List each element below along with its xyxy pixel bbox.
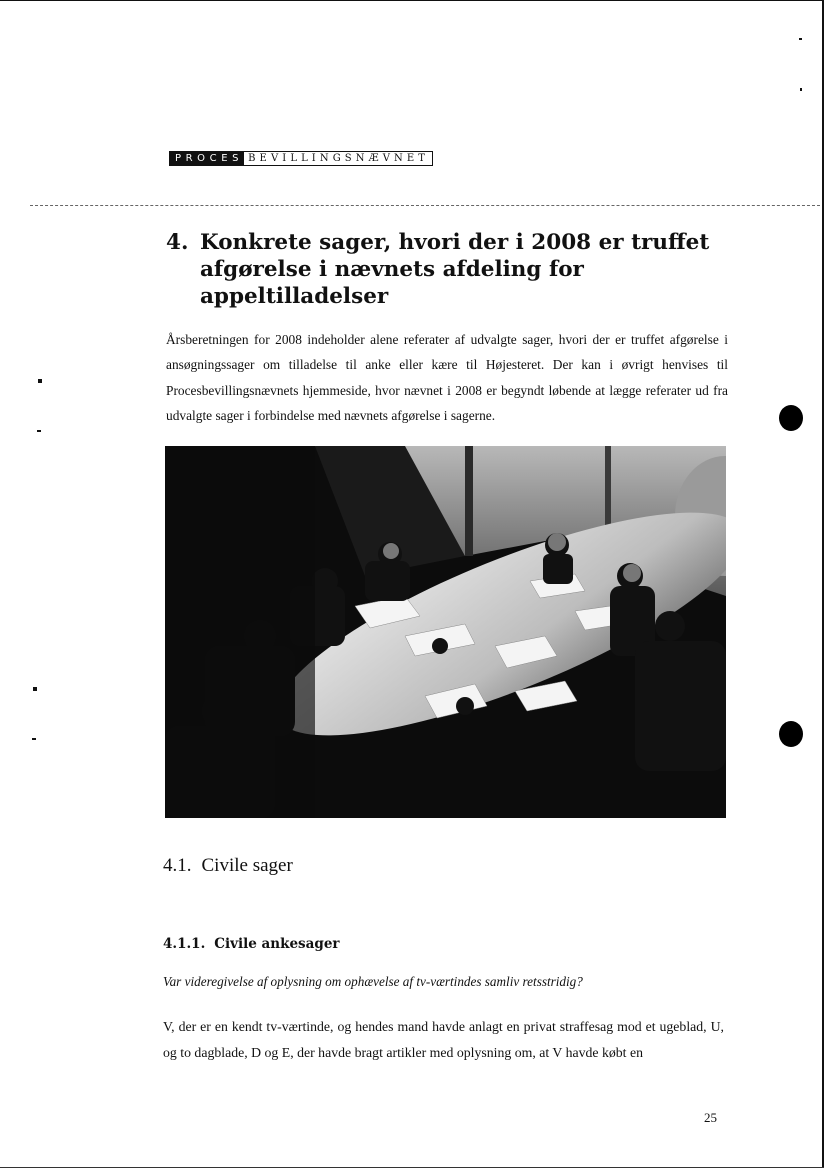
- scan-speck: [32, 738, 36, 740]
- punch-hole: [779, 405, 803, 431]
- page-border-top: [0, 0, 824, 1]
- scan-speck: [33, 687, 37, 691]
- chapter-heading: [166, 229, 766, 310]
- section-heading: [163, 853, 293, 879]
- procesbevillingsnaevnet-logo: [169, 151, 433, 166]
- chapter-number: 4.: [166, 230, 189, 255]
- subsection-number: 4.1.1.: [163, 936, 206, 952]
- scan-speck: [37, 430, 41, 432]
- section-number: 4.1.: [163, 855, 192, 876]
- case-body-paragraph: V, der er en kendt tv-værtinde, og hendes mand havde anlagt en privat straffesag mod et ugeblad, U, og to dagblade, D og E, der havde bragt artikler med oplysning om, at V havde købt en: [163, 1019, 724, 1060]
- scan-speck: [800, 88, 802, 91]
- section-title: Civile sager: [201, 855, 293, 876]
- meeting-photo-illustration: [165, 446, 726, 818]
- scan-speck: [38, 379, 42, 383]
- header-divider: [30, 205, 820, 206]
- subsection-title: Civile ankesager: [214, 936, 340, 952]
- subsection-heading: [163, 933, 340, 955]
- intro-paragraph: Årsberetningen for 2008 indeholder alene referater af udvalgte sager, hvori der er truffet afgørelse i ansøgningssager om tilladelse til anke eller kære til Højesteret. Der kan i øvrigt henvises til Procesbevillingsnævnets hjemmeside, hvor nævnet i 2008 er begyndt løbende at lægge referater ud fra udvalgte sager i forbindelse med nævnets afgørelse i sagerne.: [166, 332, 728, 424]
- logo-light-segment: BEVILLINGSNÆVNET: [244, 151, 433, 166]
- meeting-photo: [165, 446, 726, 818]
- chapter-title: Konkrete sager, hvori der i 2008 er truffet afgørelse i nævnets afdeling for appeltilladelser: [200, 230, 710, 309]
- case-question: Var videregivelse af oplysning om ophævelse af tv-værtindes samliv retsstridig?: [163, 974, 583, 989]
- scan-speck: [799, 38, 802, 40]
- punch-hole: [779, 721, 803, 747]
- logo-dark-segment: PROCES: [169, 151, 244, 166]
- page-number: 25: [704, 1110, 717, 1125]
